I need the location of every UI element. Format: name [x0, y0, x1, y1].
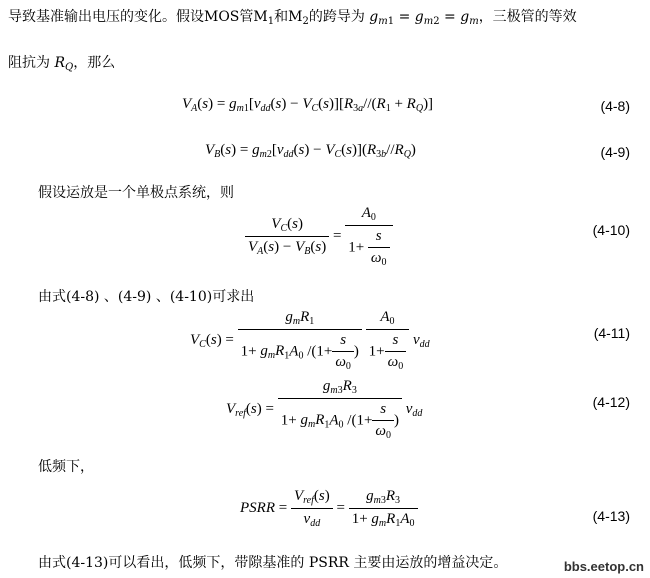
equation-number: (4-11): [593, 325, 630, 341]
watermark: bbs.eetop.cn: [563, 559, 644, 574]
equation-number: (4-12): [592, 394, 630, 410]
equation-4-10: $\frac{V_C(s)}{V_A(s) - V_B(s)}$ = $A_0$ 1+ $\frac{s}{\omega_0}$: [245, 205, 393, 268]
equation-4-11: $V_C(s)$ = $g_mR_1$ $1+ g_mR_1A_0$ /(1+ $\frac{s}{\omega_0}$ ) $A_0$ 1+ $\frac{s}{\omega_0}$ $v_{dd}$: [190, 309, 430, 372]
equation-4-12: $V_{ref}(s)$ = $g_{m3}R_3$ $1+ g_mR_1A_0$ /(1+ $\frac{s}{\omega_0}$ ) $v_{dd}$: [226, 378, 423, 441]
paragraph-low-freq: 低频下，: [38, 459, 94, 475]
equation-number: (4-8): [600, 98, 630, 114]
equation-number: (4-13): [592, 508, 630, 524]
paragraph-line-2: 阻抗为 $R_Q$，那么: [8, 55, 116, 73]
equation-number: (4-9): [600, 144, 630, 160]
equation-4-9: $V_B(s) = g_{m2}[v_{dd}(s) - V_C(s)](R_{3b}//R_Q)$: [205, 142, 416, 160]
paragraph-single-pole: 假设运放是一个单极点系统，则: [38, 185, 234, 201]
equation-4-8: $V_A(s) = g_{m1}[v_{dd}(s) - V_C(s)][R_{3a}//(R_1 + R_Q)]$: [182, 96, 434, 114]
paragraph-derive: 由式(4-8) 、(4-9) 、(4-10)可求出: [38, 289, 255, 305]
equation-4-13: PSRR = $\frac{V_{ref}(s)}{v_{dd}}$ = $\frac{g_{m3}R_3}{1+ g_mR_1A_0}$: [240, 488, 418, 529]
equation-number: (4-10): [592, 222, 630, 238]
paragraph-conclusion: 由式(4-13)可以看出，低频下，带隙基准的 PSRR 主要由运放的增益决定。: [38, 555, 508, 571]
paragraph-line-1: 导致基准输出电压的变化。假设MOS管$M_1$和$M_2$的跨导为 $g_{m1} = g_{m2} = g_m$，三极管的等效: [8, 9, 577, 27]
